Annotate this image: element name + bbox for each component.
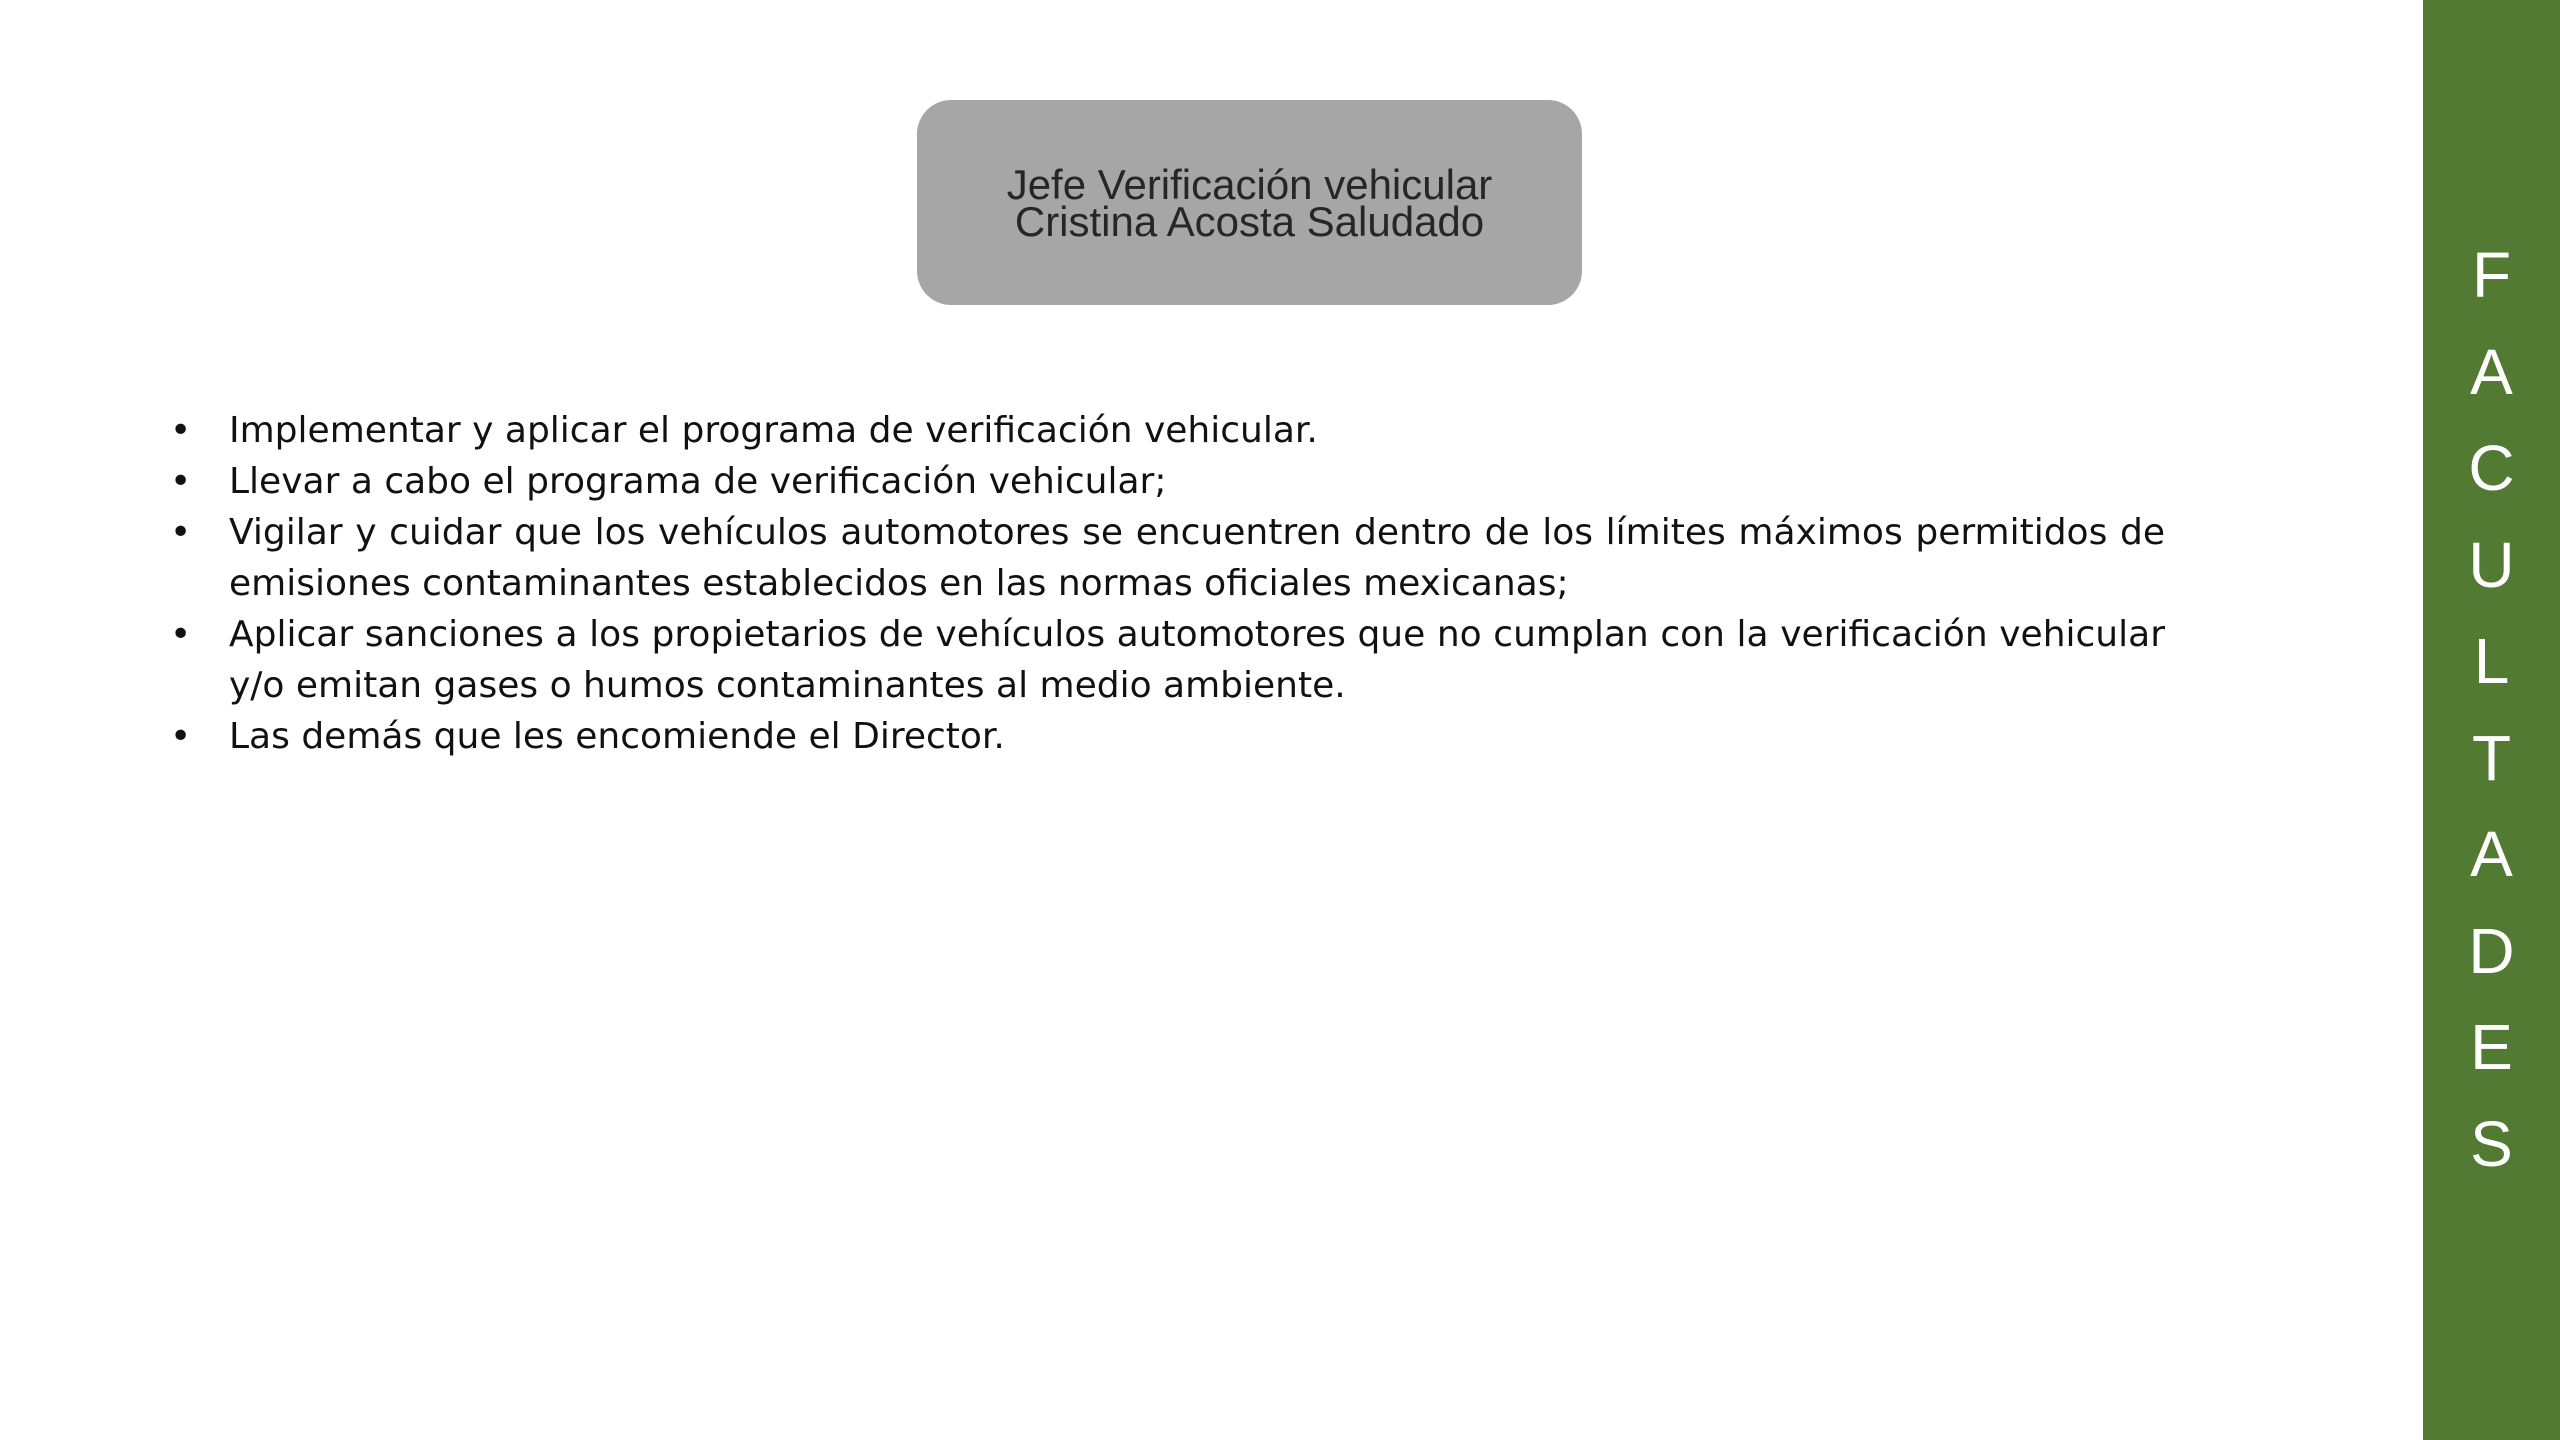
side-letter: L — [2473, 625, 2510, 697]
list-item — [170, 405, 2165, 456]
side-letter: D — [2468, 914, 2515, 987]
side-letter: A — [2470, 335, 2513, 408]
side-vertical-title — [2423, 227, 2560, 1192]
side-letter: E — [2470, 1011, 2513, 1083]
list-item — [170, 609, 2165, 711]
side-letter: S — [2470, 1107, 2513, 1180]
side-letter: T — [2471, 721, 2512, 794]
bullet-icon: • — [170, 410, 192, 451]
title-line-position: Jefe Verificación vehicular — [1006, 160, 1493, 208]
list-item-text: Aplicar sanciones a los propietarios de vehículos automotores que no cumplan con la verificación vehicular y/o emitan gases o humos contaminantes al medio ambiente. — [229, 614, 2165, 706]
bullet-icon: • — [170, 614, 192, 655]
side-bar — [2423, 0, 2560, 1440]
title-line-person: Cristina Acosta Saludado — [1014, 197, 1485, 245]
list-item-text: Vigilar y cuidar que los vehículos automotores se encuentren dentro de los límites máximos permitidos de emisiones contaminantes establecidos en las normas oficiales mexicanas; — [229, 512, 2165, 604]
bullet-icon: • — [170, 512, 192, 553]
list-item-text: Las demás que les encomiende el Director. — [229, 716, 1005, 757]
side-letter: C — [2468, 432, 2515, 504]
bullet-icon: • — [170, 716, 192, 757]
list-item — [170, 711, 2165, 762]
bullet-list — [170, 405, 2165, 762]
side-letter: F — [2471, 239, 2512, 311]
list-item — [170, 507, 2165, 609]
list-item-text: Llevar a cabo el programa de verificación vehicular; — [229, 461, 1167, 502]
list-item-text: Implementar y aplicar el programa de verificación vehicular. — [229, 410, 1318, 451]
side-letter: A — [2470, 818, 2513, 890]
bullet-icon: • — [170, 461, 192, 502]
list-item — [170, 456, 2165, 507]
title-box — [917, 100, 1582, 305]
side-letter: U — [2468, 528, 2515, 601]
